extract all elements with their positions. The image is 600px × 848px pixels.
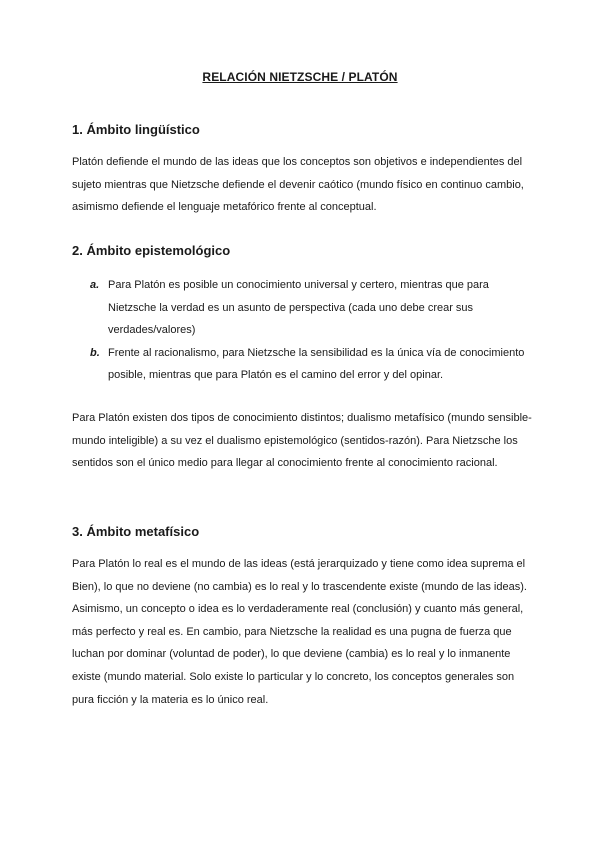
section-paragraph-epistemologico: Para Platón existen dos tipos de conocimiento distintos; dualismo metafísico (mundo sensible-mundo inteligible) a su vez el dualismo epistemológico (sentidos-razón). Para Nietzsche los sentidos son el único medio para llegar al conocimiento frente al conocimiento racional. xyxy=(72,412,532,470)
list-item-text: Frente al racionalismo, para Nietzsche la sensibilidad es la única vía de conocimiento posible, mientras que para Platón es el camino del error y del opinar. xyxy=(108,346,525,382)
section-heading-linguistico: 1. Ámbito lingüístico xyxy=(72,122,200,137)
document-title: RELACIÓN NIETZSCHE / PLATÓN xyxy=(202,70,398,84)
list-item xyxy=(90,342,530,387)
list-marker: a. xyxy=(90,279,100,291)
list-item-text: Para Platón es posible un conocimiento universal y certero, mientras que para Nietzsche la verdad es un asunto de perspectiva (cada uno debe crear sus verdades/valores) xyxy=(108,279,489,337)
epistemology-list xyxy=(90,274,530,387)
list-marker: b. xyxy=(90,346,100,359)
section-paragraph-linguistico: Platón defiende el mundo de las ideas que los conceptos son objetivos e independientes del sujeto mientras que Nietzsche defiende el devenir caótico (mundo físico en continuo cambio, asimismo defiende el lenguaje metafórico frente al conceptual. xyxy=(72,156,524,214)
list-item xyxy=(90,274,530,342)
section-heading-metafisico: 3. Ámbito metafísico xyxy=(72,524,200,539)
section-heading-epistemologico: 2. Ámbito epistemológico xyxy=(72,243,231,258)
section-paragraph-metafisico: Para Platón lo real es el mundo de las ideas (está jerarquizado y tiene como idea suprema el Bien), lo que no deviene (no cambia) es lo real y lo trascendente existe (mundo de las ideas). Asimismo, un concepto o idea es lo verdaderamente real (conclusión) y cuanto más general, más perfecto y real es. En cambio, para Nietzsche la realidad es una pugna de fuerza que luchan por dominar (voluntad de poder), lo que deviene (cambia) es lo real y lo inmanente existe (mundo material. Solo existe lo particular y lo concreto, los conceptos generales son pura ficción y la materia es lo único real. xyxy=(72,558,527,706)
